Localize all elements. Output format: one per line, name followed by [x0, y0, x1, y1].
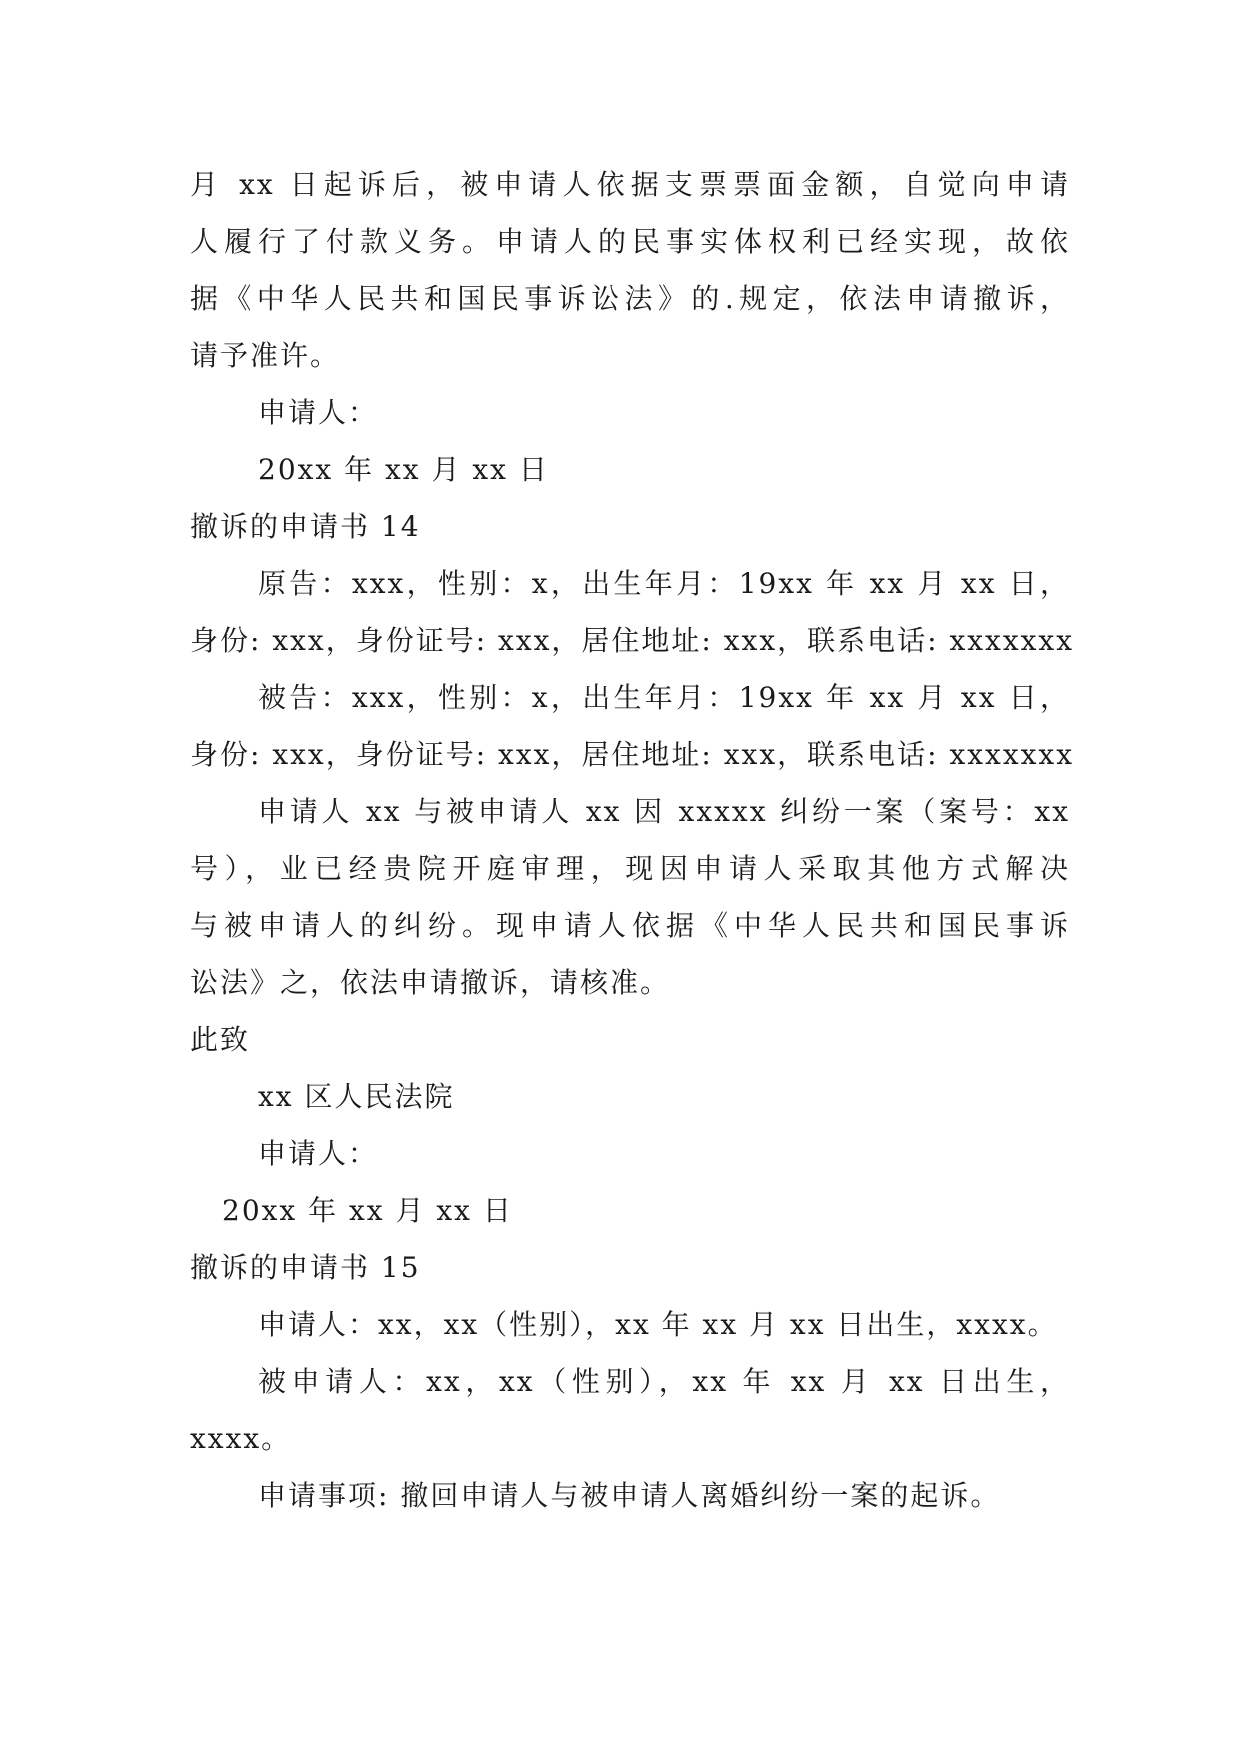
applicant-label: 申请人： — [258, 396, 379, 429]
plaintiff-line: 身份: xxx，身份证号: xxx，居住地址: xxx，联系电话: xxxxxxx — [190, 624, 1074, 657]
paragraph-line: 请予准许。 — [190, 339, 341, 372]
defendant-line: 被告：xxx，性别：x，出生年月：19xx 年 xx 月 xx 日， — [258, 681, 1070, 714]
paragraph-line: 月 xx 日起诉后，被申请人依据支票票面金额，自觉向申请 — [190, 168, 1070, 201]
respondent-line: 被申请人：xx，xx（性别），xx 年 xx 月 xx 日出生， — [258, 1365, 1070, 1398]
respondent-line: xxxx。 — [190, 1422, 292, 1455]
body-line: 与被申请人的纠纷。现申请人依据《中华人民共和国民事诉 — [190, 909, 1070, 942]
applicant-line: 申请人：xx，xx（性别），xx 年 xx 月 xx 日出生，xxxx。 — [258, 1308, 1058, 1341]
plaintiff-line: 原告：xxx，性别：x，出生年月：19xx 年 xx 月 xx 日， — [258, 567, 1070, 600]
request-line: 申请事项: 撤回申请人与被申请人离婚纠纷一案的起诉。 — [258, 1479, 1001, 1512]
date-line: 20xx 年 xx 月 xx 日 — [258, 453, 549, 486]
applicant-label: 申请人： — [258, 1137, 379, 1170]
body-line: 申请人 xx 与被申请人 xx 因 xxxxx 纠纷一案（案号：xx — [258, 795, 1070, 828]
body-line: 讼法》之，依法申请撤诉，请核准。 — [190, 966, 671, 999]
section-title: 撤诉的申请书 14 — [190, 510, 421, 543]
body-line: 号），业已经贵院开庭审理，现因申请人采取其他方式解决 — [190, 852, 1070, 885]
section-title: 撤诉的申请书 15 — [190, 1251, 421, 1284]
date-line: 20xx 年 xx 月 xx 日 — [222, 1194, 513, 1227]
paragraph-line: 据《中华人民共和国民事诉讼法》的.规定，依法申请撤诉， — [190, 282, 1070, 315]
paragraph-line: 人履行了付款义务。申请人的民事实体权利已经实现，故依 — [190, 225, 1070, 258]
defendant-line: 身份: xxx，身份证号: xxx，居住地址: xxx，联系电话: xxxxxxx — [190, 738, 1074, 771]
court-name: xx 区人民法院 — [258, 1080, 455, 1113]
salutation: 此致 — [190, 1023, 251, 1056]
